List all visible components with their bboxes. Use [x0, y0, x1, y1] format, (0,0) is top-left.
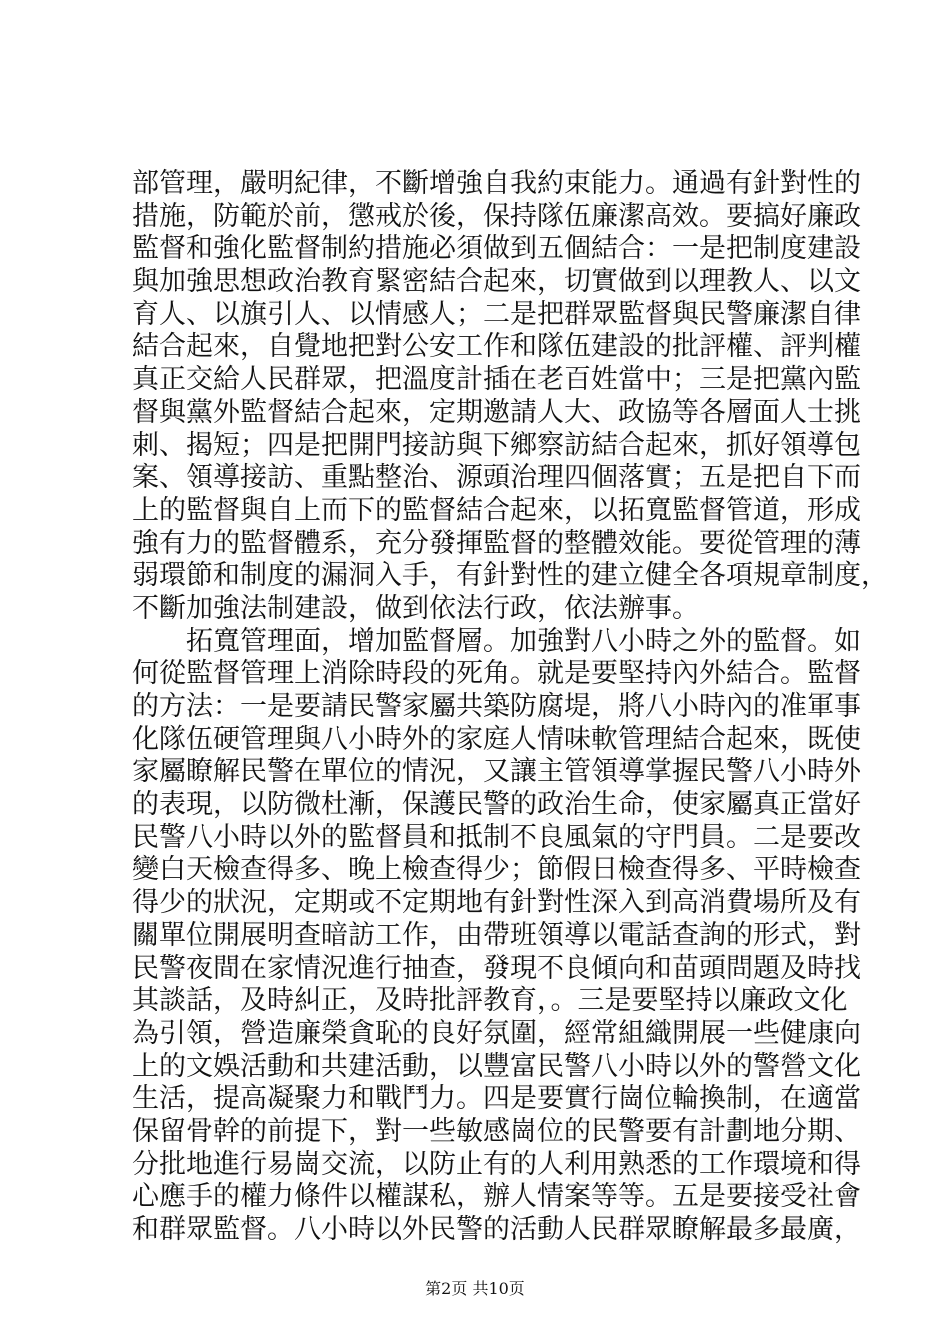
text-line: 上的文娛活動和共建活動，以豐富民警八小時以外的警營文化 — [132, 1050, 861, 1082]
text-line: 案、領導接訪、重點整治、源頭治理四個落實；五是把自下而 — [132, 462, 861, 494]
text-line: 育人、以旗引人、以情感人；二是把群眾監督與民警廉潔自律 — [132, 298, 861, 330]
text-line: 分批地進行易崗交流，以防止有的人利用熟悉的工作環境和得 — [132, 1148, 861, 1180]
text-line: 拓寬管理面，增加監督層。加強對八小時之外的監督。如 — [186, 625, 861, 657]
text-line: 監督和強化監督制約措施必須做到五個結合：一是把制度建設 — [132, 233, 861, 265]
text-line: 的表現，以防微杜漸，保護民警的政治生命，使家屬真正當好 — [132, 789, 861, 821]
document-body — [132, 168, 888, 1247]
text-line: 強有力的監督體系，充分發揮監督的整體效能。要從管理的薄 — [132, 527, 861, 559]
text-line: 保留骨幹的前提下，對一些敏感崗位的民警要有計劃地分期、 — [132, 1115, 861, 1147]
page-footer — [0, 1279, 950, 1299]
text-line: 和群眾監督。八小時以外民警的活動人民群眾瞭解最多最廣， — [132, 1214, 861, 1245]
text-line: 心應手的權力條件以權謀私，辦人情案等等。五是要接受社會 — [132, 1181, 861, 1213]
text-line: 刺、揭短；四是把開門接訪與下鄉察訪結合起來，抓好領導包 — [132, 429, 861, 461]
text-line: 變白天檢查得多、晚上檢查得少；節假日檢查得多、平時檢查 — [132, 854, 861, 886]
text-line: 家屬瞭解民警在單位的情況，又讓主管領導掌握民警八小時外 — [132, 756, 861, 788]
text-line: 化隊伍硬管理與八小時外的家庭人情味軟管理結合起來，既使 — [132, 723, 861, 755]
text-line: 生活，提高凝聚力和戰鬥力。四是要實行崗位輪換制，在適當 — [132, 1083, 861, 1115]
text-line: 與加強思想政治教育緊密結合起來，切實做到以理教人、以文 — [132, 266, 861, 298]
text-line: 督與黨外監督結合起來，定期邀請人大、政協等各層面人士挑 — [132, 396, 861, 428]
text-line: 弱環節和制度的漏洞入手，有針對性的建立健全各項規章制度， — [132, 560, 888, 592]
text-line: 得少的狀況，定期或不定期地有針對性深入到高消費場所及有 — [132, 887, 861, 919]
text-line: 不斷加強法制建設，做到依法行政，依法辦事。 — [132, 592, 699, 624]
text-line: 關單位開展明查暗訪工作，由帶班領導以電話查詢的形式，對 — [132, 919, 861, 951]
text-line: 為引領，營造廉榮貪恥的良好氛圍，經常組織開展一些健康向 — [132, 1017, 861, 1049]
text-line: 部管理，嚴明紀律，不斷增強自我約束能力。通過有針對性的 — [132, 168, 861, 199]
page-number-label: 第2页 共10页 — [425, 1279, 525, 1298]
text-line: 上的監督與自上而下的監督結合起來，以拓寬監督管道，形成 — [132, 494, 861, 526]
text-line: 其談話，及時糾正，及時批評教育，。三是要堅持以廉政文化 — [132, 985, 848, 1017]
text-line: 結合起來，自覺地把對公安工作和隊伍建設的批評權、評判權 — [132, 331, 861, 363]
text-line: 民警夜間在家情況進行抽查，發現不良傾向和苗頭問題及時找 — [132, 952, 861, 984]
text-line: 何從監督管理上消除時段的死角。就是要堅持內外結合。監督 — [132, 658, 861, 690]
text-line: 的方法：一是要請民警家屬共築防腐堤，將八小時內的准軍事 — [132, 691, 861, 722]
text-line: 真正交給人民群眾，把溫度計插在老百姓當中；三是把黨內監 — [132, 364, 861, 396]
text-line: 措施，防範於前，懲戒於後，保持隊伍廉潔高效。要搞好廉政 — [132, 200, 861, 232]
text-line: 民警八小時以外的監督員和抵制不良風氣的守門員。二是要改 — [132, 821, 861, 853]
